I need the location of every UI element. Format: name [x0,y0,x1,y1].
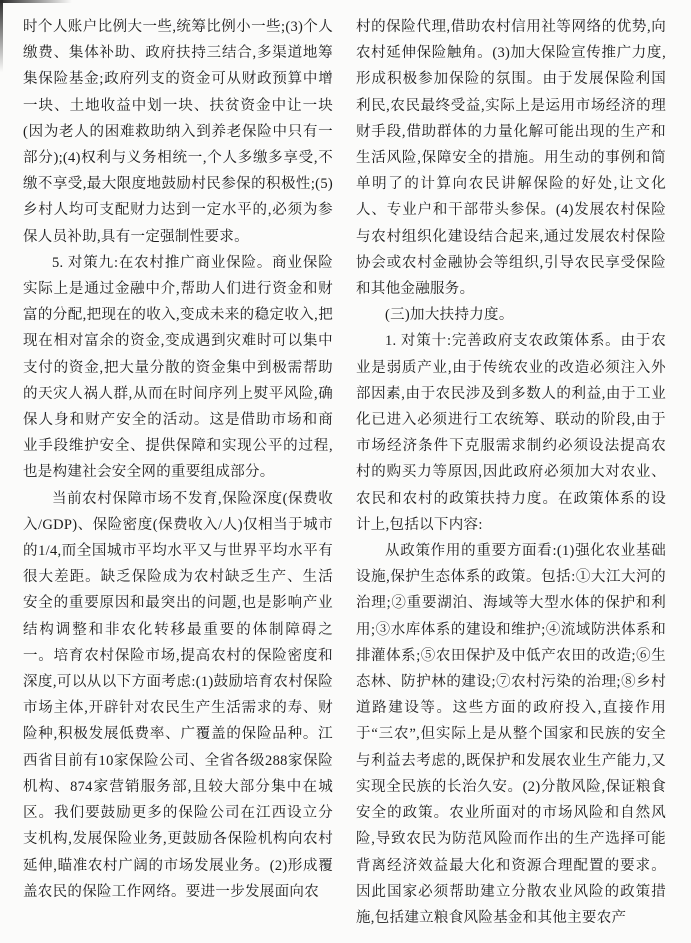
paragraph: 时个人账户比例大一些,统筹比例小一些;(3)个人缴费、集体补助、政府扶持三结合,多渠道地筹集保险基金;政府列支的资金可从财政预算中增一块、土地收益中划一块、扶贫资金中让一块(因为老人的困难救助纳入到养老保险中只有一部分);(4)权利与义务相统一,个人多缴多享受,不缴不享受,最大限度地鼓励村民参保的积极性;(5)乡村人均可支配财力达到一定水平的,必须为参保人员补助,具有一定强制性要求。 [23,19,333,245]
text-column-right [356,14,666,931]
text-column-left [23,14,333,931]
paragraph: 1. 对策十:完善政府支农政策体系。由于农业是弱质产业,由于传统农业的改造必须注入外部因素,由于农民涉及到多数人的利益,由于工业化已进入必须进行工农统筹、联动的阶段,由于市场经济条件下克服需求制约必须设法提高农村的购买力等原因,因此政府必须加大对农业、农民和农村的政策扶持力度。在政策体系的设计上,包括以下内容: [356,333,666,533]
paragraph: 从政策作用的重要方面看:(1)强化农业基础设施,保护生态体系的政策。包括:①大江大河的治理;②重要湖泊、海域等大型水体的保护和利用;③水库体系的建设和维护;④流域防洪体系和排灌体系;⑤农田保护及中低产农田的改造;⑥生态林、防护林的建设;⑦农村污染的治理;⑧乡村道路建设等。这些方面的政府投入,直接作用于“三农”,但实际上是从整个国家和民族的安全与利益去考虑的,既保护和发展农业生产能力,又实现全民族的长治久安。(2)分散风险,保证粮食安全的政策。农业所面对的市场风险和自然风险,导致农民为防范风险而作出的生产选择可能背离经济效益最大化和资源合理配置的要求。因此国家必须帮助建立分散农业风险的政策措施,包括建立粮食风险基金和其他主要农产 [356,543,666,926]
scan-edge-artifact-top [0,0,72,3]
paragraph: 村的保险代理,借助农村信用社等网络的优势,向农村延伸保险触角。(3)加大保险宣传推广力度,形成积极参加保险的氛围。由于发展保险利国利民,农民最终受益,实际上是运用市场经济的理财手段,借助群体的力量化解可能出现的生产和生活风险,保障安全的措施。用生动的事例和简单明了的计算向农民讲解保险的好处,让文化人、专业户和干部带头参保。(4)发展农村保险与农村组织化建设结合起来,通过发展农村保险协会或农村金融协会等组织,引导农民享受保险和其他金融服务。 [356,19,666,298]
paragraph: 5. 对策九:在农村推广商业保险。商业保险实际上是通过金融中介,帮助人们进行资金和财富的分配,把现在的收入,变成未来的稳定收入,把现在相对富余的资金,变成遇到灾难时可以集中支付的资金,把大量分散的资金集中到极需帮助的天灾人祸人群,从而在时间序列上熨平风险,确保人身和财产安全的活动。这是借助市场和商业手段维护安全、提供保障和实现公平的过程,也是构建社会安全网的重要组成部分。 [23,254,333,481]
scan-edge-artifact-left [0,0,3,72]
two-column-text-block [23,14,666,931]
paragraph: 当前农村保障市场不发育,保险深度(保费收入/GDP)、保险密度(保费收入/人)仅相当于城市的1/4,而全国城市平均水平又与世界平均水平有很大差距。缺乏保险成为农村缺乏生产、生活安全的重要原因和最突出的问题,也是影响产业结构调整和非农化转移最重要的体制障碍之一。培育农村保险市场,提高农村的保险密度和深度,可以从以下方面考虑:(1)鼓励培育农村保险市场主体,开辟针对农民生产生活需求的寿、财险种,积极发展低费率、广覆盖的保险品种。江西省目前有10家保险公司、全省各级288家保险机构、874家营销服务部,且较大部分集中在城区。我们要鼓励更多的保险公司在江西设立分支机构,发展保险业务,更鼓励各保险机构向农村延伸,瞄准农村广阔的市场发展业务。(2)形成覆盖农民的保险工作网络。要进一步发展面向农 [23,490,333,900]
paragraph: (三)加大扶持力度。 [385,307,514,324]
